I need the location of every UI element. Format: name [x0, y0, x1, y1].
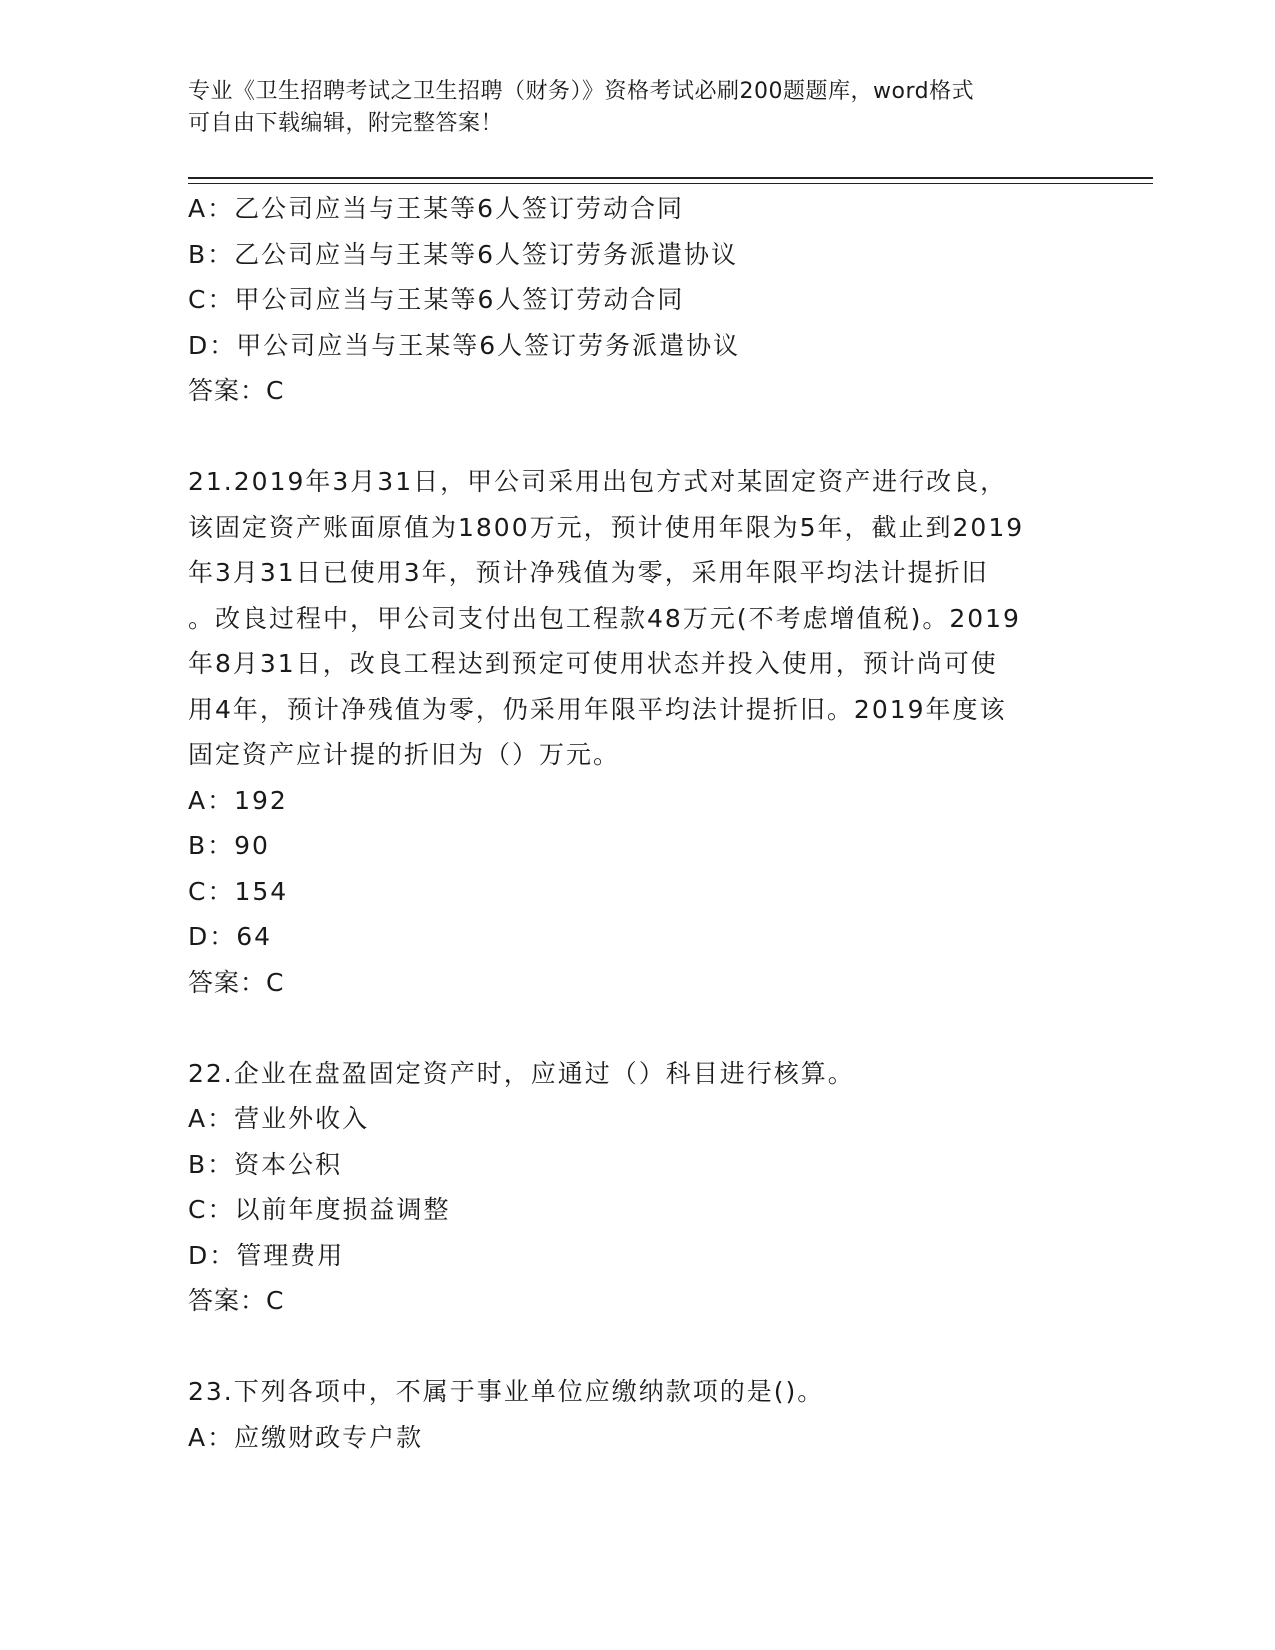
answer-line: 答案：C [188, 967, 285, 997]
option-d: D：64 [188, 922, 273, 951]
question-stem: 22.企业在盘盈固定资产时，应通过（）科目进行核算。 [188, 1058, 855, 1088]
option-c: C：甲公司应当与王某等6人签订劳动合同 [188, 285, 685, 314]
option-d: D：管理费用 [188, 1240, 345, 1270]
question-23 [188, 1369, 1088, 1460]
spacer [188, 1324, 1088, 1370]
question-list [188, 186, 1088, 1460]
header-divider-thin [188, 183, 1153, 184]
question-stem-line: 固定资产应计提的折旧为（）万元。 [188, 740, 621, 769]
option-b: B：90 [188, 831, 270, 860]
question-21 [188, 459, 1088, 1005]
question-22 [188, 1051, 1088, 1324]
question-20 [188, 186, 1088, 414]
question-stem-line: 年8月31日，改良工程达到预定可使用状态并投入使用，预计尚可使 [188, 649, 998, 678]
question-stem-line: 21.2019年3月31日，甲公司采用出包方式对某固定资产进行改良， [188, 467, 1008, 496]
answer-line: 答案：C [188, 1286, 285, 1315]
option-a: A：应缴财政专户款 [188, 1422, 424, 1452]
option-d: D：甲公司应当与王某等6人签订劳务派遣协议 [188, 330, 741, 360]
page-header [188, 76, 1088, 140]
option-b: B：乙公司应当与王某等6人签订劳务派遣协议 [188, 239, 739, 269]
question-stem-line: 年3月31日已使用3年，预计净残值为零，采用年限平均法计提折旧 [188, 558, 989, 587]
spacer [188, 414, 1088, 460]
option-a: A：乙公司应当与王某等6人签订劳动合同 [188, 194, 685, 223]
option-b: B：资本公积 [188, 1149, 343, 1179]
header-divider-thick [188, 177, 1153, 179]
header-line-2: 可自由下载编辑，附完整答案！ [188, 111, 504, 136]
option-a: A：192 [188, 785, 288, 815]
question-stem-line: 。改良过程中，甲公司支付出包工程款48万元(不考虑增值税)。2019 [188, 603, 1021, 633]
question-stem-line: 该固定资产账面原值为1800万元，预计使用年限为5年，截止到2019 [188, 512, 1025, 542]
header-line-1: 专业《卫生招聘考试之卫生招聘（财务）》资格考试必刷200题题库，word格式 [188, 79, 975, 104]
option-a: A：营业外收入 [188, 1104, 370, 1133]
option-c: C：以前年度损益调整 [188, 1195, 451, 1224]
question-stem-line: 用4年，预计净残值为零，仍采用年限平均法计提折旧。2019年度该 [188, 694, 1007, 724]
answer-line: 答案：C [188, 376, 285, 405]
question-stem: 23.下列各项中，不属于事业单位应缴纳款项的是()。 [188, 1377, 825, 1406]
spacer [188, 1005, 1088, 1051]
option-c: C：154 [188, 876, 289, 906]
